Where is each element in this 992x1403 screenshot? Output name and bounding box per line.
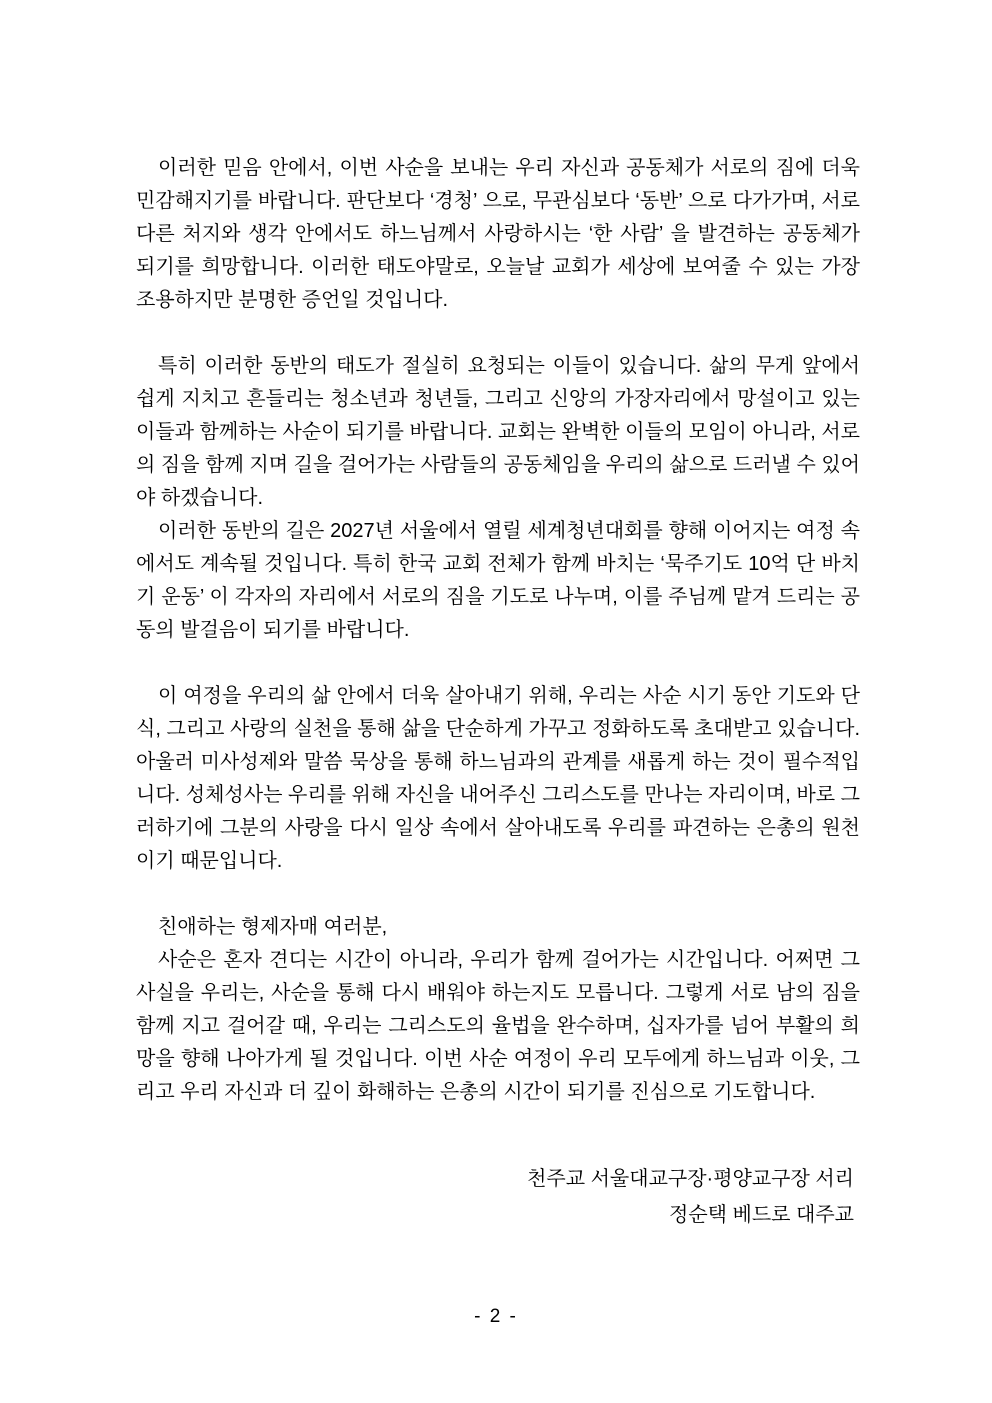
page-number: - 2 - [474,1306,518,1327]
paragraph-closing-blessing: 사순은 혼자 견디는 시간이 아니라, 우리가 함께 걸어가는 시간입니다. 어쩌면 그 사실을 우리는, 사순을 통해 다시 배워야 하는지도 모릅니다. 그렇게 서로 남의 짐을 함께 지고 걸어갈 때, 우리는 그리스도의 율법을 완수하며, 십자가를 넘어 부활의 희망을 향해 나아가게 될 것입니다. 이번 사순 여정이 우리 모두에게 하느님과 이웃, 그리고 우리 자신과 더 깊이 화해하는 은총의 시간이 되기를 진심으로 기도합니다. [136,949,860,1103]
signature-name: 정순택 베드로 대주교 [669,1204,854,1226]
paragraph-prayer-fasting: 이 여정을 우리의 삶 안에서 더욱 살아내기 위해, 우리는 사순 시기 동안 기도와 단식, 그리고 사랑의 실천을 통해 삶을 단순하게 가꾸고 정화하도록 초대받고 있습니다. 아울러 미사성제와 말씀 묵상을 통해 하느님과의 관계를 새롭게 하는 것이 필수적입니다. 성체성사는 우리를 위해 자신을 내어주신 그리스도를 만나는 자리이며, 바로 그러하기에 그분의 사랑을 다시 일상 속에서 살아내도록 우리를 파견하는 은총의 원천이기 때문입니다. [136,685,860,872]
paragraph-faith-community: 이러한 믿음 안에서, 이번 사순을 보내는 우리 자신과 공동체가 서로의 짐에 더욱 민감해지기를 바랍니다. 판단보다 ‘경청’ 으로, 무관심보다 ‘동반’ 으로 다가가며, 서로 다른 처지와 생각 안에서도 하느님께서 사랑하시는 ‘한 사람’ 을 발견하는 공동체가 되기를 희망합니다. 이러한 태도야말로, 오늘날 교회가 세상에 보여줄 수 있는 가장 조용하지만 분명한 증언일 것입니다. [136,157,860,311]
paragraph-world-youth-day: 이러한 동반의 길은 2027년 서울에서 열릴 세계청년대회를 향해 이어지는 여정 속에서도 계속될 것입니다. 특히 한국 교회 전체가 함께 바치는 ‘묵주기도 10억 단 바치기 운동’ 이 각자의 자리에서 서로의 짐을 기도로 나누며, 이를 주님께 맡겨 드리는 공동의 발걸음이 되기를 바랍니다. [136,520,860,641]
salutation-line: 친애하는 형제자매 여러분, [158,916,388,938]
paragraph-accompaniment-youth: 특히 이러한 동반의 태도가 절실히 요청되는 이들이 있습니다. 삶의 무게 앞에서 쉽게 지치고 흔들리는 청소년과 청년들, 그리고 신앙의 가장자리에서 망설이고 있는 이들과 함께하는 사순이 되기를 바랍니다. 교회는 완벽한 이들의 모임이 아니라, 서로의 짐을 함께 지며 길을 걸어가는 사람들의 공동체임을 우리의 삶으로 드러낼 수 있어야 하겠습니다. [136,355,860,509]
signature-block [136,1161,860,1233]
signature-affiliation: 천주교 서울대교구장·평양교구장 서리 [527,1168,854,1190]
